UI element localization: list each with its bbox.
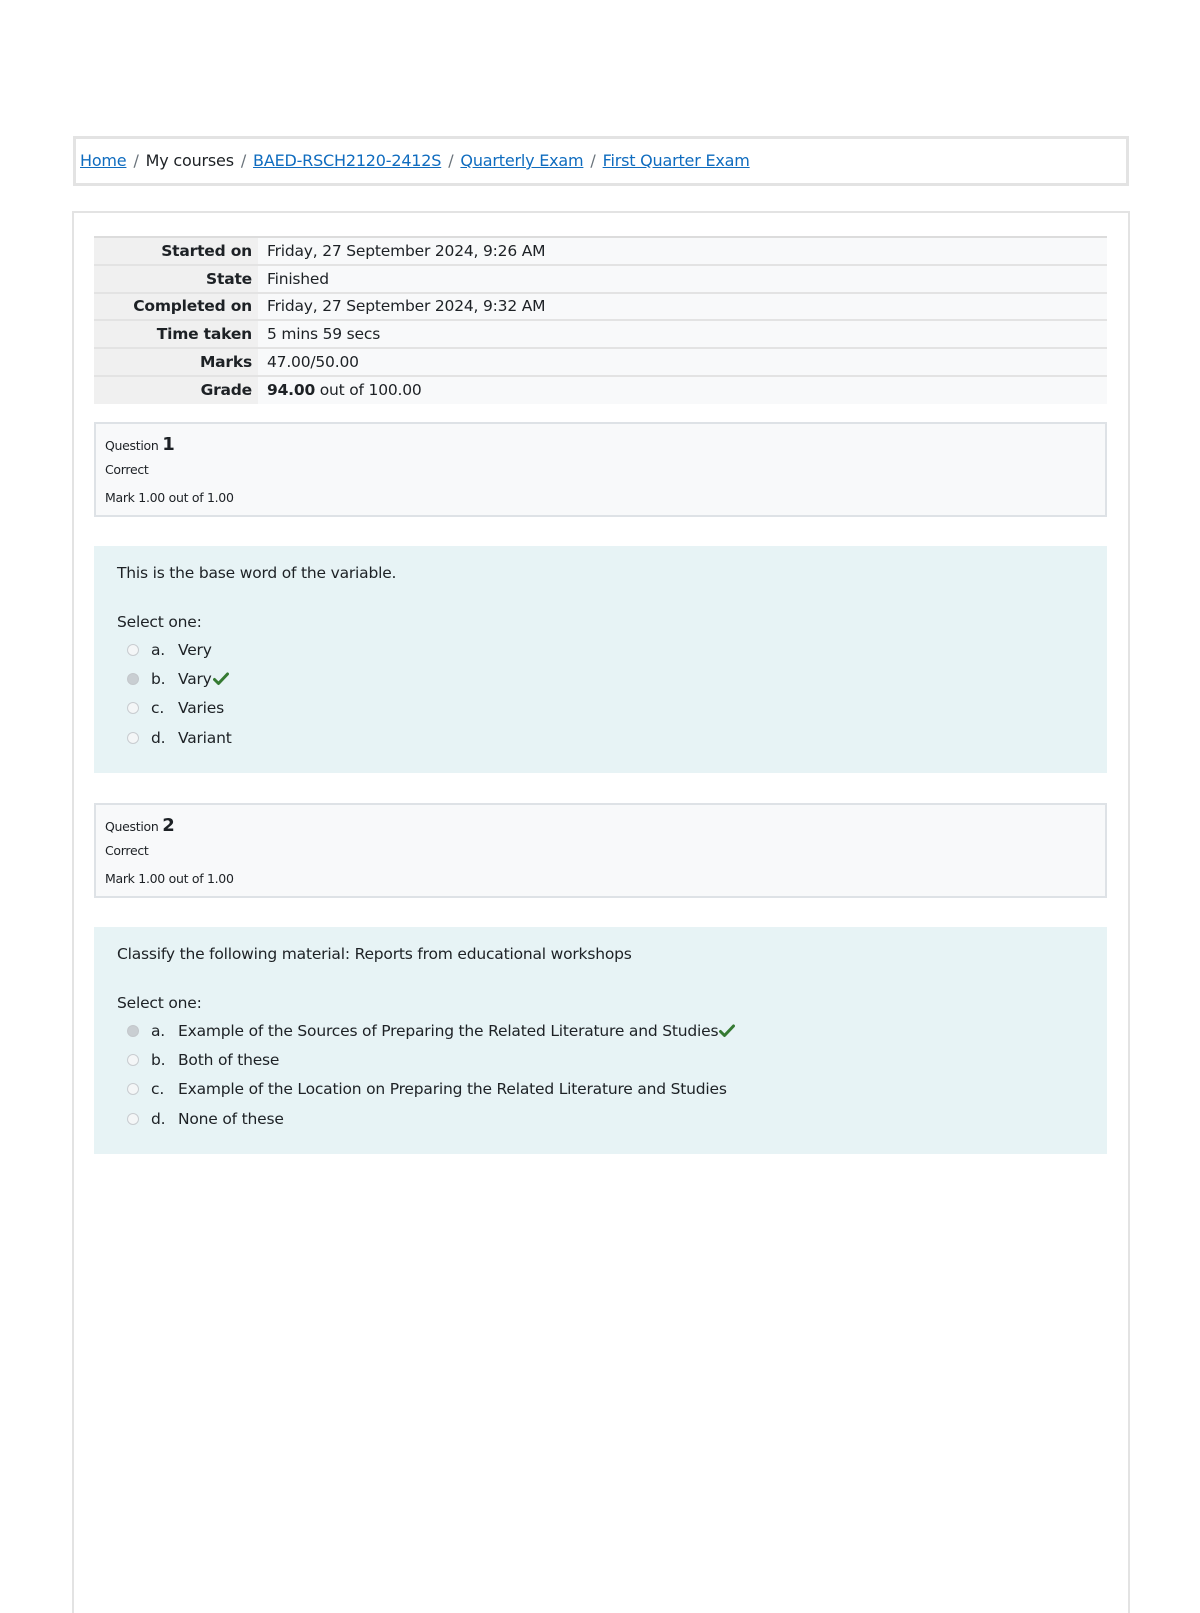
answer-radio-selected[interactable]: [127, 673, 139, 685]
answer-option-c[interactable]: [127, 697, 224, 719]
started-on-label: Started on: [94, 237, 258, 265]
answer-option-a[interactable]: [127, 1020, 735, 1042]
started-on-value: Friday, 27 September 2024, 9:26 AM: [258, 237, 1107, 265]
select-one-prompt: Select one:: [117, 994, 202, 1012]
grade-value: 94.00: [267, 381, 316, 400]
question-number-value: 2: [162, 815, 175, 836]
question-mark: Mark 1.00 out of 1.00: [105, 871, 234, 886]
breadcrumb: [80, 151, 750, 170]
answer-letter: b.: [151, 670, 166, 688]
breadcrumb-home-link[interactable]: Home: [80, 151, 127, 170]
question-number: [105, 815, 174, 836]
answer-letter: c.: [151, 1080, 165, 1098]
marks-label: Marks: [94, 348, 258, 376]
attempt-summary-table: [94, 236, 1107, 404]
state-label: State: [94, 265, 258, 293]
question-formulation: [94, 546, 1107, 773]
answer-option-b[interactable]: [127, 668, 229, 690]
answer-text: Very: [178, 641, 212, 659]
completed-on-label: Completed on: [94, 293, 258, 321]
summary-row-state: [94, 265, 1107, 293]
answer-radio[interactable]: [127, 644, 139, 656]
breadcrumb-my-courses: My courses: [145, 151, 234, 170]
question-mark: Mark 1.00 out of 1.00: [105, 490, 234, 505]
summary-row-marks: [94, 348, 1107, 376]
check-icon: [719, 1024, 735, 1038]
select-one-prompt: Select one:: [117, 613, 202, 631]
answer-text: Example of the Location on Preparing the Related Literature and Studies: [178, 1080, 727, 1098]
answer-letter: b.: [151, 1051, 166, 1069]
answer-letter: d.: [151, 729, 166, 747]
question-info: [94, 422, 1107, 517]
time-taken-value: 5 mins 59 secs: [258, 320, 1107, 348]
grade-value-cell: [258, 376, 1107, 404]
question-number-value: 1: [162, 434, 175, 455]
question-number: [105, 434, 174, 455]
breadcrumb-container: [73, 136, 1129, 186]
breadcrumb-separator: /: [448, 151, 454, 170]
answer-text: Varies: [178, 699, 224, 717]
grade-suffix: out of 100.00: [319, 381, 422, 400]
state-value: Finished: [258, 265, 1107, 293]
answer-radio[interactable]: [127, 1113, 139, 1125]
answer-text: Vary: [178, 670, 212, 688]
answer-radio-selected[interactable]: [127, 1025, 139, 1037]
summary-row-completed: [94, 293, 1107, 321]
breadcrumb-course-link[interactable]: BAED-RSCH2120-2412S: [253, 151, 442, 170]
answer-option-d[interactable]: [127, 1108, 284, 1130]
answer-text: None of these: [178, 1110, 284, 1128]
answer-text: Both of these: [178, 1051, 280, 1069]
answer-text: Variant: [178, 729, 232, 747]
question-label: Question: [105, 819, 159, 834]
breadcrumb-separator: /: [133, 151, 139, 170]
answer-letter: a.: [151, 641, 166, 659]
answer-radio[interactable]: [127, 732, 139, 744]
question-formulation: [94, 927, 1107, 1154]
breadcrumb-section-link[interactable]: Quarterly Exam: [460, 151, 584, 170]
question-state: Correct: [105, 843, 149, 858]
marks-value: 47.00/50.00: [258, 348, 1107, 376]
answer-letter: d.: [151, 1110, 166, 1128]
summary-row-time: [94, 320, 1107, 348]
check-icon: [213, 672, 229, 686]
answer-text: Example of the Sources of Preparing the Related Literature and Studies: [178, 1022, 719, 1040]
answer-letter: c.: [151, 699, 165, 717]
question-state: Correct: [105, 462, 149, 477]
answer-radio[interactable]: [127, 1083, 139, 1095]
breadcrumb-quiz-link[interactable]: First Quarter Exam: [602, 151, 750, 170]
answer-option-a[interactable]: [127, 639, 212, 661]
breadcrumb-separator: /: [590, 151, 596, 170]
answer-option-c[interactable]: [127, 1078, 727, 1100]
summary-row-grade: [94, 376, 1107, 404]
question-info: [94, 803, 1107, 898]
answer-radio[interactable]: [127, 1054, 139, 1066]
grade-label: Grade: [94, 376, 258, 404]
answer-radio[interactable]: [127, 702, 139, 714]
question-label: Question: [105, 438, 159, 453]
answer-option-d[interactable]: [127, 727, 232, 749]
answer-letter: a.: [151, 1022, 166, 1040]
time-taken-label: Time taken: [94, 320, 258, 348]
answer-option-b[interactable]: [127, 1049, 279, 1071]
completed-on-value: Friday, 27 September 2024, 9:32 AM: [258, 293, 1107, 321]
question-text: This is the base word of the variable.: [117, 564, 397, 582]
question-text: Classify the following material: Reports from educational workshops: [117, 945, 632, 963]
breadcrumb-separator: /: [240, 151, 247, 170]
summary-row-started: [94, 237, 1107, 265]
